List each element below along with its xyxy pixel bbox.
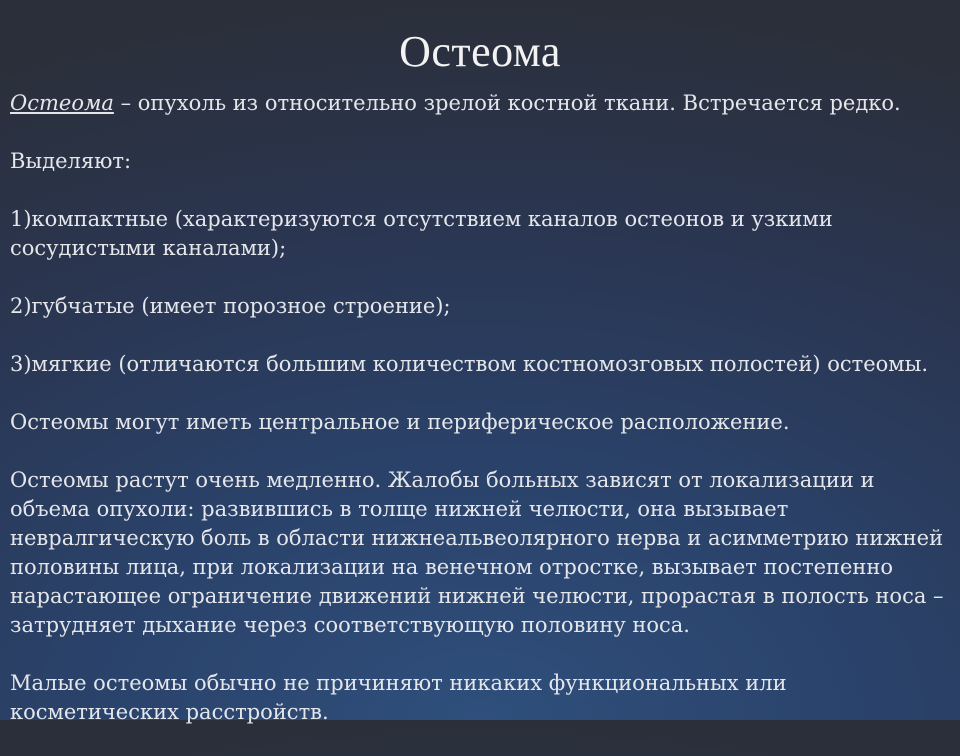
paragraph-intro: Выделяют: (10, 149, 132, 173)
defined-term: Остеома (10, 91, 114, 115)
slide-content (10, 89, 950, 756)
definition-text: – опухоль из относительно зрелой костной ткани. Встречается редко. (113, 91, 901, 115)
paragraph-spongy: 2)губчатые (имеет порозное строение); (10, 294, 451, 318)
slide-title: Остеома (399, 27, 561, 76)
paragraph-symptoms: Остеомы растут очень медленно. Жалобы больных зависят от локализации и объема опухоли: развившись в толще нижней челюсти, она вызывает невралгическую боль в области нижнеальвеолярного нерва и асимметрию нижней половины лица, при локализации на венечном отростке, вызывает постепенно нарастающее ограничение движений нижней челюсти, прорастая в полость носа – затрудняет дыхание через соответствующую половину носа. (10, 468, 951, 637)
paragraph-location: Остеомы могут иметь центральное и периферическое расположение. (10, 410, 790, 434)
definition-paragraph (10, 89, 950, 118)
paragraph-small-osteomas: Малые остеомы обычно не причиняют никаких функциональных или косметических расстройств. (10, 671, 794, 724)
paragraph-soft: 3)мягкие (отличаются большим количеством костномозговых полостей) остеомы. (10, 352, 929, 376)
paragraph-compact: 1)компактные (характеризуются отсутствием каналов остеонов и узкими сосудистыми каналами); (10, 207, 840, 260)
